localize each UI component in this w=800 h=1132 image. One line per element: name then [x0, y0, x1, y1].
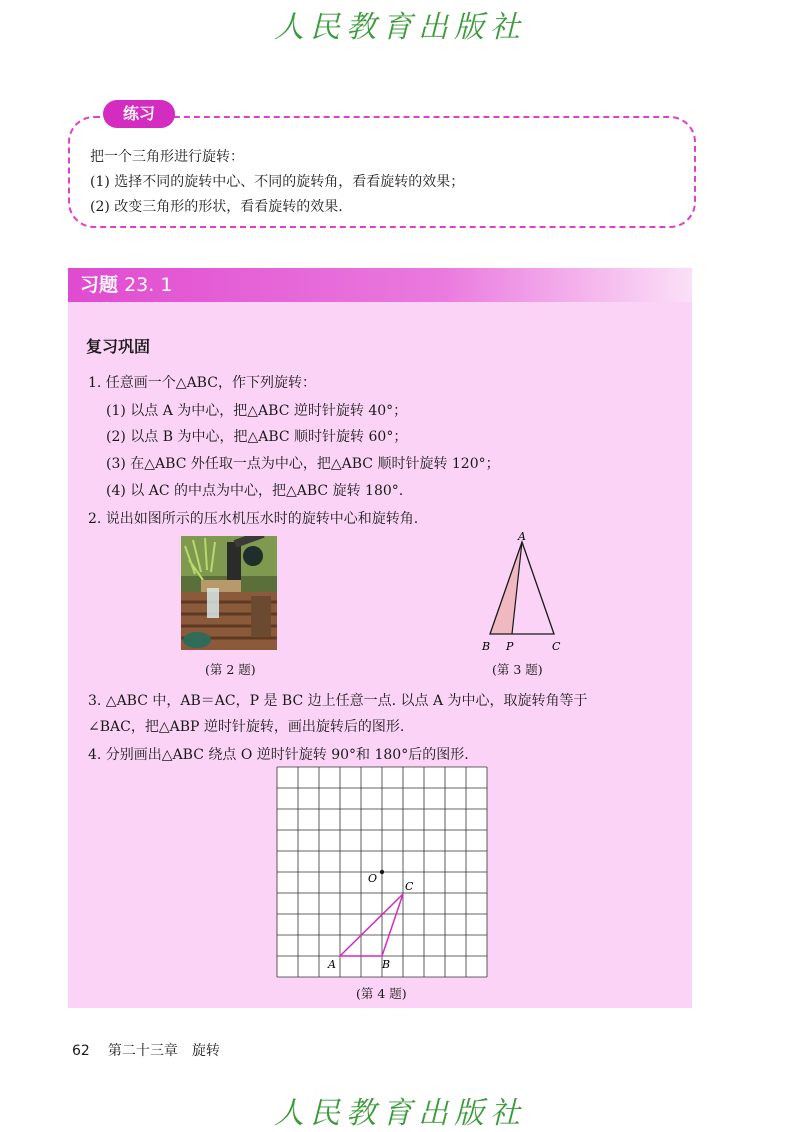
page-number: 62 [72, 1043, 90, 1059]
question-3-line: 3. △ABC 中，AB＝AC，P 是 BC 边上任意一点. 以点 A 为中心，取旋转角等于 [88, 693, 588, 709]
label-b: B [482, 640, 491, 653]
page-footer [72, 1040, 220, 1060]
figure-3-triangle [478, 528, 578, 662]
practice-tag: 练习 [103, 100, 175, 128]
label-a: A [518, 530, 526, 543]
question-1-item: (3) 在△ABC 外任取一点为中心，把△ABC 顺时针旋转 120°； [106, 456, 500, 472]
label-p: P [506, 640, 514, 653]
question-3-line: ∠BAC，把△ABP 逆时针旋转，画出旋转后的图形. [88, 719, 405, 735]
caption-figure-3: (第 3 题) [492, 662, 543, 677]
label-o: O [368, 872, 378, 885]
question-1-item: (4) 以 AC 的中点为中心，把△ABC 旋转 180°. [106, 483, 404, 499]
label-c: C [552, 640, 561, 653]
label-c: C [405, 880, 414, 893]
practice-line: (1) 选择不同的旋转中心、不同的旋转角，看看旋转的效果； [90, 174, 465, 190]
question-2: 2. 说出如图所示的压水机压水时的旋转中心和旋转角. [88, 511, 419, 527]
publisher-logo-top: 人民教育出版社 [274, 10, 526, 45]
practice-line: 把一个三角形进行旋转： [90, 149, 244, 165]
label-a: A [328, 958, 336, 971]
figure-4-grid [276, 766, 488, 982]
question-1-stem: 1. 任意画一个△ABC，作下列旋转： [88, 375, 316, 391]
practice-line: (2) 改变三角形的形状，看看旋转的效果. [90, 199, 343, 215]
caption-figure-4: (第 4 题) [356, 986, 407, 1001]
publisher-logo-bottom: 人民教育出版社 [274, 1096, 526, 1131]
question-1-item: (1) 以点 A 为中心，把△ABC 逆时针旋转 40°； [106, 403, 408, 419]
question-1-item: (2) 以点 B 为中心，把△ABC 顺时针旋转 60°； [106, 429, 408, 445]
exercise-header-title: 习题 [80, 274, 119, 296]
section-subhead: 复习巩固 [86, 337, 151, 356]
question-4: 4. 分别画出△ABC 绕点 O 逆时针旋转 90°和 180°后的图形. [88, 747, 469, 763]
chapter-title: 第二十三章 旋转 [107, 1043, 220, 1059]
exercise-header [68, 268, 692, 302]
practice-content [90, 145, 464, 220]
exercise-header-number: 23. 1 [124, 274, 173, 296]
caption-figure-2: (第 2 题) [205, 662, 256, 677]
label-b: B [382, 958, 391, 971]
water-pump-photo [181, 536, 277, 650]
